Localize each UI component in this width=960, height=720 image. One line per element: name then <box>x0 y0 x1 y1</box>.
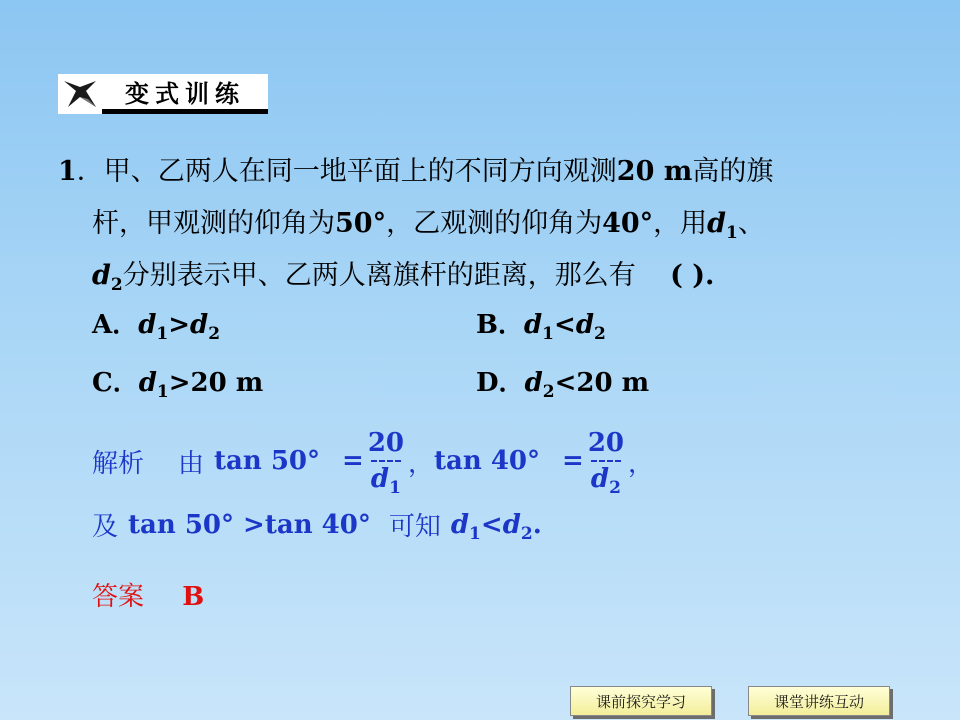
star-logo-icon <box>58 74 102 114</box>
fraction-20-over-d1: $\frac{20}{d_1}$ <box>367 428 405 498</box>
question-line-1: 1．甲、乙两人在同一地平面上的不同方向观测20 m高的旗 <box>58 156 774 187</box>
section-badge <box>58 74 268 114</box>
question <box>58 146 898 302</box>
fraction-20-over-d2: $\frac{20}{d_2}$ <box>587 428 625 498</box>
question-line-2: 杆，甲观测的仰角为50°，乙观测的仰角为40°，用$d_1$、 <box>92 208 765 243</box>
nav-prev-button[interactable]: 课前探究学习 <box>570 686 712 716</box>
answer-label: 答案 <box>92 582 145 612</box>
option-c: C．$d_1>20$ m <box>92 368 264 402</box>
solution-line-2: 及 tan 50° >tan 40° 可知 $d_1<d_2$. <box>92 509 542 544</box>
option-b: B．$d_1<d_2$ <box>476 310 606 344</box>
option-a: A．$d_1>d_2$ <box>92 310 221 344</box>
solution-label: 解析 <box>92 448 145 479</box>
solution-line-1: 解析 由 tan 50° = $\frac{20}{d_1}$ ， tan 40° = $\frac{20}{d_2}$ ， <box>92 428 655 498</box>
answer <box>92 576 204 613</box>
nav-next-button[interactable]: 课堂讲练互动 <box>748 686 890 716</box>
question-number: 1 <box>58 156 77 187</box>
section-title: 变式训练 <box>102 74 268 114</box>
question-line-3: $d_2$分别表示甲、乙两人离旗杆的距离，那么有 ( ). <box>92 260 715 295</box>
answer-value: B <box>182 582 205 612</box>
option-d: D．$d_2<20$ m <box>476 368 650 402</box>
